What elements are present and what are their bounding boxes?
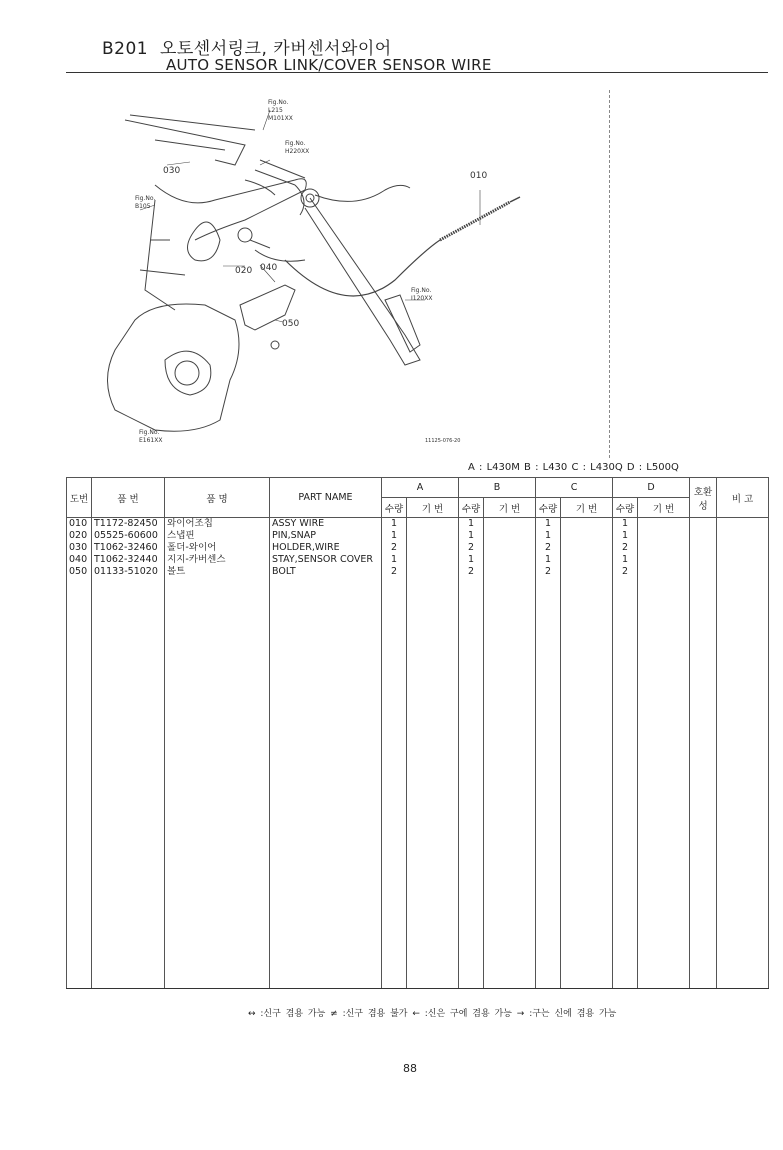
cell-partno: 01133-51020: [92, 566, 165, 578]
table-row: [67, 566, 769, 578]
fig-ref-label: Fig.No.: [139, 429, 160, 436]
fig-ref-label: Fig.No.: [411, 287, 432, 294]
fig-ref-label: Fig.No.: [135, 195, 156, 202]
cell-serial-d: [638, 542, 690, 554]
fig-ref-label: E161XX: [139, 437, 163, 444]
header-serial: 기 번: [484, 498, 536, 518]
cell-qty-d: 2: [613, 566, 638, 578]
cell-remarks: [717, 518, 769, 531]
cell-name-ko: 와이어조칩: [165, 518, 270, 531]
header-ref: 도번: [67, 478, 92, 518]
cell-compat: [690, 518, 717, 531]
section-title-en: AUTO SENSOR LINK/COVER SENSOR WIRE: [166, 56, 492, 74]
compatibility-legend: ↔ :신구 겸용 가능 ≠ :신구 겸용 불가 ← :신은 구에 겸용 가능 → :구는 신에 겸용 가능: [248, 1009, 617, 1019]
cell-serial-d: [638, 566, 690, 578]
cell-name-en: STAY,SENSOR COVER: [270, 554, 382, 566]
cell-qty-a: 1: [382, 530, 407, 542]
cell-qty-b: 1: [459, 530, 484, 542]
cell-qty-c: 2: [536, 566, 561, 578]
cell-compat: [690, 530, 717, 542]
table-row: [67, 554, 769, 566]
cell-serial-c: [561, 518, 613, 531]
cell-qty-c: 1: [536, 554, 561, 566]
cell-serial-a: [407, 554, 459, 566]
fig-ref-label: L215: [268, 107, 283, 114]
cell-qty-b: 1: [459, 554, 484, 566]
cell-name-en: HOLDER,WIRE: [270, 542, 382, 554]
drawing-code: 11125-076-20: [425, 438, 461, 444]
cell-compat: [690, 566, 717, 578]
cell-partno: T1062-32460: [92, 542, 165, 554]
cell-serial-c: [561, 566, 613, 578]
cell-serial-a: [407, 518, 459, 531]
cell-serial-c: [561, 530, 613, 542]
cell-serial-a: [407, 530, 459, 542]
diagram-divider: [609, 90, 610, 458]
header-name-en: PART NAME: [270, 478, 382, 518]
header-group-a: A: [382, 478, 459, 498]
table-filler-row: [67, 578, 769, 989]
cell-serial-a: [407, 542, 459, 554]
cell-qty-b: 1: [459, 518, 484, 531]
cell-qty-d: 1: [613, 518, 638, 531]
cell-qty-c: 1: [536, 518, 561, 531]
cell-compat: [690, 542, 717, 554]
cell-serial-b: [484, 542, 536, 554]
cell-partno: T1062-32440: [92, 554, 165, 566]
header-serial: 기 번: [638, 498, 690, 518]
fig-ref-label: Fig.No.: [268, 99, 289, 106]
parts-diagram: [95, 90, 605, 455]
model-legend: A : L430M B : L430 C : L430Q D : L500Q: [468, 462, 679, 473]
fig-ref-label: B105: [135, 203, 151, 210]
callout-040: 040: [260, 263, 278, 273]
header-serial: 기 번: [561, 498, 613, 518]
header-qty: 수량: [613, 498, 638, 518]
cell-compat: [690, 554, 717, 566]
cell-name-ko: 볼트: [165, 566, 270, 578]
cell-remarks: [717, 542, 769, 554]
cell-serial-c: [561, 554, 613, 566]
cell-partno: 05525-60600: [92, 530, 165, 542]
callout-030: 030: [163, 166, 181, 176]
cell-serial-b: [484, 518, 536, 531]
fig-ref-label: I120XX: [411, 295, 433, 302]
cell-qty-a: 1: [382, 554, 407, 566]
cell-partno: T1172-82450: [92, 518, 165, 531]
fig-ref-label: H220XX: [285, 148, 310, 155]
header-group-b: B: [459, 478, 536, 498]
fig-ref-label: Fig.No.: [285, 140, 306, 147]
cell-ref: 050: [67, 566, 92, 578]
table-row: [67, 542, 769, 554]
cell-name-en: ASSY WIRE: [270, 518, 382, 531]
cell-name-ko: 스냅핀: [165, 530, 270, 542]
cell-qty-d: 1: [613, 554, 638, 566]
header-remarks: 비 고: [717, 478, 769, 518]
callout-010: 010: [470, 171, 488, 181]
header-qty: 수량: [382, 498, 407, 518]
header-qty: 수량: [459, 498, 484, 518]
section-code: B201: [102, 39, 149, 59]
cell-name-en: PIN,SNAP: [270, 530, 382, 542]
cell-name-ko: 홀더-와이어: [165, 542, 270, 554]
cell-ref: 030: [67, 542, 92, 554]
cell-ref: 010: [67, 518, 92, 531]
cell-qty-c: 2: [536, 542, 561, 554]
cell-serial-d: [638, 530, 690, 542]
cell-serial-d: [638, 554, 690, 566]
fig-ref-label: M101XX: [268, 115, 293, 122]
cell-qty-c: 1: [536, 530, 561, 542]
cell-qty-d: 2: [613, 542, 638, 554]
cell-remarks: [717, 554, 769, 566]
cell-serial-d: [638, 518, 690, 531]
cell-qty-d: 1: [613, 530, 638, 542]
header-serial: 기 번: [407, 498, 459, 518]
cell-qty-b: 2: [459, 542, 484, 554]
header-compat: 호환성: [690, 478, 717, 518]
header-group-d: D: [613, 478, 690, 498]
cell-serial-c: [561, 542, 613, 554]
cell-serial-b: [484, 554, 536, 566]
cell-ref: 040: [67, 554, 92, 566]
cell-name-ko: 지지-카버센스: [165, 554, 270, 566]
cell-remarks: [717, 530, 769, 542]
header-rule: [66, 72, 768, 73]
cell-qty-a: 2: [382, 542, 407, 554]
page-number: 88: [403, 1062, 417, 1075]
cell-qty-a: 2: [382, 566, 407, 578]
cell-serial-b: [484, 566, 536, 578]
section-title-ko: 오토센서링크, 카버센서와이어: [159, 39, 392, 59]
header-name-ko: 품 명: [165, 478, 270, 518]
cell-serial-b: [484, 530, 536, 542]
table-row: [67, 518, 769, 531]
cell-ref: 020: [67, 530, 92, 542]
parts-table: [66, 477, 769, 989]
table-row: [67, 530, 769, 542]
callout-050: 050: [282, 319, 300, 329]
cell-remarks: [717, 566, 769, 578]
cell-qty-a: 1: [382, 518, 407, 531]
cell-qty-b: 2: [459, 566, 484, 578]
header-group-c: C: [536, 478, 613, 498]
cell-name-en: BOLT: [270, 566, 382, 578]
header-qty: 수량: [536, 498, 561, 518]
header-partno: 품 번: [92, 478, 165, 518]
cell-serial-a: [407, 566, 459, 578]
callout-020: 020: [235, 266, 253, 276]
